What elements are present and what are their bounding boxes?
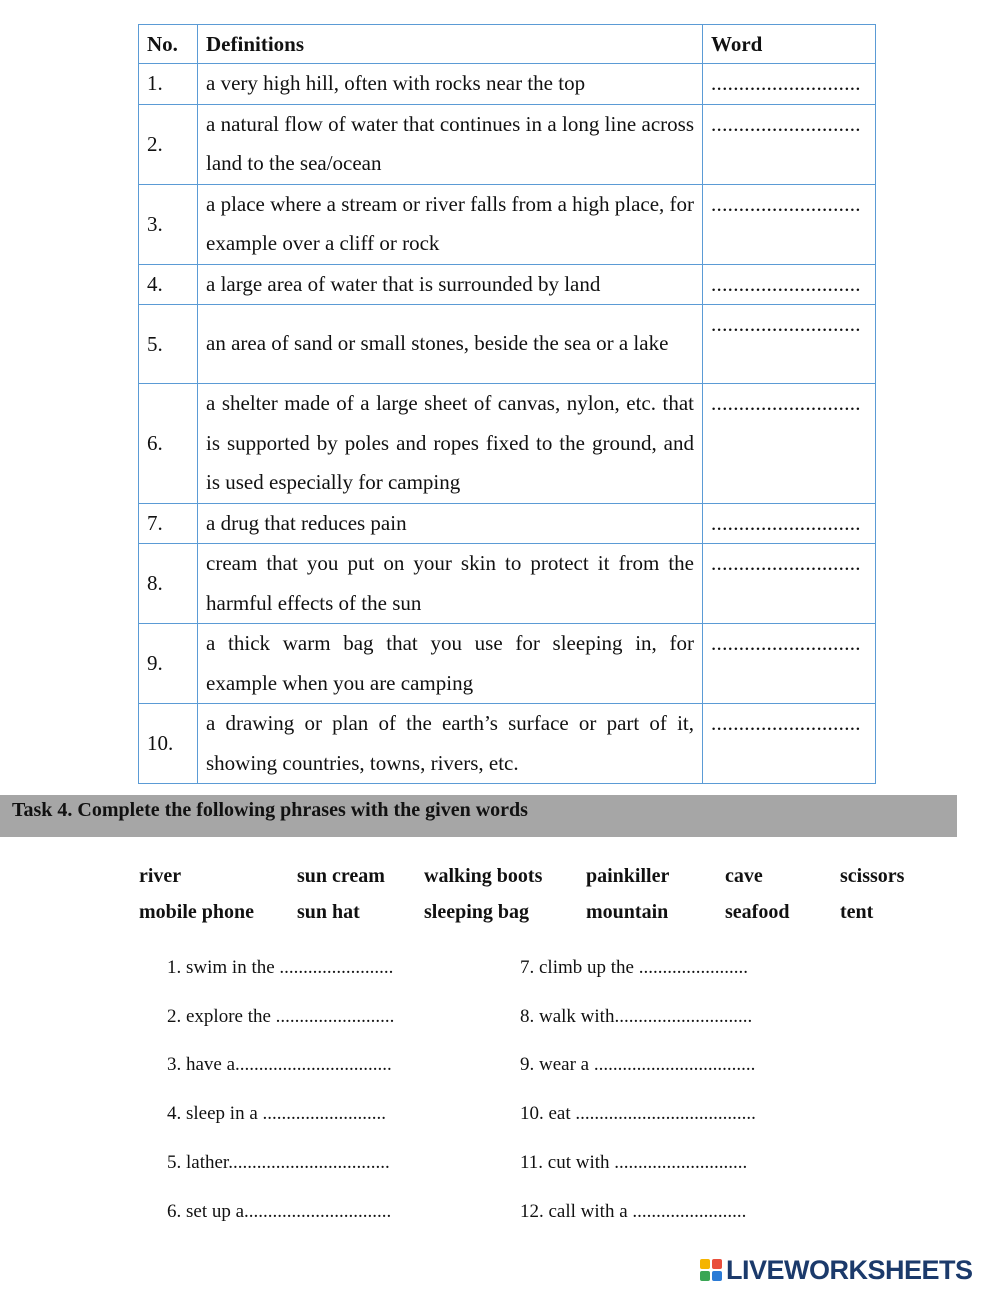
header-definitions: Definitions (198, 25, 703, 64)
header-no: No. (139, 25, 198, 64)
answer-blank[interactable]: ........................... (703, 64, 876, 105)
word-bank-item: sleeping bag (424, 901, 530, 923)
row-definition: a large area of water that is surrounded by land (198, 264, 703, 305)
row-definition: an area of sand or small stones, beside the sea or a lake (198, 305, 703, 384)
task4-title: Task 4. Complete the following phrases with the given words (12, 799, 528, 821)
word-bank-item: painkiller (586, 865, 670, 887)
row-number: 2. (139, 104, 198, 184)
answer-blank[interactable]: ........................... (703, 305, 876, 384)
row-number: 9. (139, 624, 198, 704)
row-number: 10. (139, 704, 198, 784)
table-row (139, 544, 876, 624)
table-row (139, 64, 876, 105)
row-number: 5. (139, 305, 198, 384)
row-number: 7. (139, 503, 198, 544)
logo-blocks-icon (700, 1259, 722, 1281)
word-bank-item: mobile phone (139, 901, 255, 923)
table-row (139, 184, 876, 264)
logo-text: LIVEWORKSHEETS (726, 1254, 973, 1285)
phrase-item[interactable]: 5. lather.................................. (167, 1152, 390, 1173)
answer-blank[interactable]: ........................... (703, 624, 876, 704)
table-row (139, 704, 876, 784)
phrase-item[interactable]: 3. have a................................. (167, 1054, 392, 1075)
task4-header-bar (0, 795, 957, 837)
phrase-item[interactable]: 6. set up a............................... (167, 1201, 392, 1222)
row-number: 6. (139, 384, 198, 504)
word-bank-item: seafood (725, 901, 790, 923)
word-bank-item: sun cream (297, 865, 385, 887)
row-definition: a place where a stream or river falls from a high place, for example over a cliff or rock (198, 184, 703, 264)
liveworksheets-logo[interactable] (700, 1255, 973, 1285)
definitions-table (138, 24, 876, 784)
row-definition: a shelter made of a large sheet of canvas, nylon, etc. that is supported by poles and ropes fixed to the ground, and is used especially for camping (198, 384, 703, 504)
row-number: 4. (139, 264, 198, 305)
table-row (139, 104, 876, 184)
phrase-item[interactable]: 8. walk with............................. (520, 1006, 753, 1027)
table-row (139, 264, 876, 305)
row-number: 3. (139, 184, 198, 264)
table-row (139, 305, 876, 384)
row-definition: a natural flow of water that continues in a long line across land to the sea/ocean (198, 104, 703, 184)
phrase-item[interactable]: 2. explore the ......................... (167, 1006, 395, 1027)
word-bank-item: sun hat (297, 901, 360, 923)
word-bank-item: mountain (586, 901, 669, 923)
header-word: Word (703, 25, 876, 64)
word-bank-item: river (139, 865, 182, 887)
phrase-item[interactable]: 12. call with a ........................ (520, 1201, 747, 1222)
phrase-item[interactable]: 11. cut with ............................ (520, 1152, 748, 1173)
word-bank-item: tent (840, 901, 874, 923)
table-row (139, 384, 876, 504)
answer-blank[interactable]: ........................... (703, 184, 876, 264)
answer-blank[interactable]: ........................... (703, 264, 876, 305)
table-row (139, 624, 876, 704)
answer-blank[interactable]: ........................... (703, 544, 876, 624)
phrase-item[interactable]: 7. climb up the ....................... (520, 957, 748, 978)
row-definition: a thick warm bag that you use for sleeping in, for example when you are camping (198, 624, 703, 704)
word-bank-item: scissors (840, 865, 905, 887)
row-definition: a drug that reduces pain (198, 503, 703, 544)
table-header-row (139, 25, 876, 64)
phrase-item[interactable]: 1. swim in the ........................ (167, 957, 394, 978)
answer-blank[interactable]: ........................... (703, 104, 876, 184)
phrase-item[interactable]: 4. sleep in a .......................... (167, 1103, 387, 1124)
phrase-item[interactable]: 10. eat ...................................... (520, 1103, 756, 1124)
row-definition: cream that you put on your skin to protect it from the harmful effects of the sun (198, 544, 703, 624)
row-definition: a very high hill, often with rocks near the top (198, 64, 703, 105)
table-row (139, 503, 876, 544)
answer-blank[interactable]: ........................... (703, 704, 876, 784)
answer-blank[interactable]: ........................... (703, 384, 876, 504)
answer-blank[interactable]: ........................... (703, 503, 876, 544)
word-bank-item: cave (725, 865, 763, 887)
row-number: 1. (139, 64, 198, 105)
phrase-item[interactable]: 9. wear a .................................. (520, 1054, 756, 1075)
word-bank-item: walking boots (424, 865, 543, 887)
row-number: 8. (139, 544, 198, 624)
row-definition: a drawing or plan of the earth’s surface or part of it, showing countries, towns, rivers, etc. (198, 704, 703, 784)
